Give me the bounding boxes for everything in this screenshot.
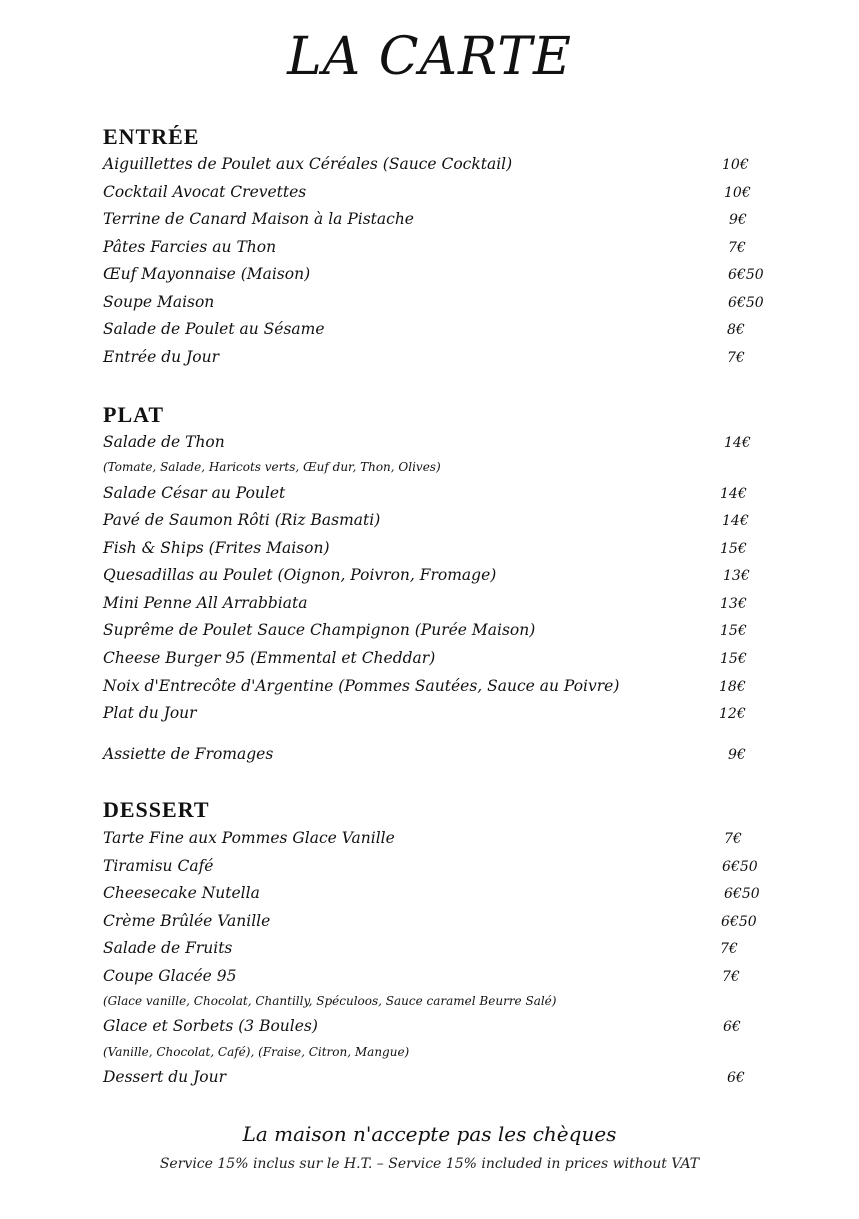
menu-item-price: 6€ [723, 1019, 741, 1035]
menu-item-description: (Vanille, Chocolat, Café), (Fraise, Citron, Mangue) [103, 1045, 410, 1059]
menu-item-price: 6€50 [728, 267, 764, 283]
menu-item-name: Assiette de Fromages [103, 745, 274, 763]
menu-item-price: 8€ [727, 322, 745, 338]
menu-item-price: 13€ [720, 596, 747, 612]
menu-item-price: 15€ [720, 623, 747, 639]
menu-item-price: 9€ [728, 747, 746, 763]
section-heading-dessert: DESSERT [103, 797, 210, 822]
menu-item-name: Plat du Jour [103, 704, 197, 722]
menu-item-name: Soupe Maison [103, 293, 215, 311]
menu-item-price: 7€ [728, 240, 746, 256]
menu-item-name: Noix d'Entrecôte d'Argentine (Pommes Sautées, Sauce au Poivre) [103, 677, 620, 695]
menu-item-name: Cheese Burger 95 (Emmental et Cheddar) [103, 649, 436, 667]
menu-item-name: Tarte Fine aux Pommes Glace Vanille [103, 829, 395, 847]
menu-item-name: Salade de Thon [103, 433, 225, 451]
menu-item-price: 6€ [727, 1070, 745, 1086]
menu-item-name: Glace et Sorbets (3 Boules) [103, 1017, 318, 1035]
menu-item-price: 6€50 [721, 914, 757, 930]
menu-item-description: (Tomate, Salade, Haricots verts, Œuf dur, Thon, Olives) [103, 460, 441, 474]
menu-item-price: 14€ [720, 486, 747, 502]
section-heading-entree: ENTRÉE [103, 124, 200, 149]
menu-item-price: 14€ [724, 435, 751, 451]
section-heading-plat: PLAT [103, 402, 165, 427]
menu-item-price: 7€ [720, 941, 738, 957]
menu-item-name: Salade César au Poulet [103, 484, 286, 502]
menu-item-price: 10€ [724, 185, 751, 201]
menu-item-price: 6€50 [728, 295, 764, 311]
no-cheques-notice: La maison n'accepte pas les chèques [242, 1122, 617, 1146]
menu-item-name: Suprême de Poulet Sauce Champignon (Purée Maison) [103, 621, 536, 639]
menu-item-name: Cocktail Avocat Crevettes [103, 183, 307, 201]
menu-item-price: 12€ [719, 706, 746, 722]
page-title: LA CARTE [287, 27, 572, 87]
menu-item-name: Salade de Poulet au Sésame [103, 320, 325, 338]
menu-item-name: Terrine de Canard Maison à la Pistache [103, 210, 414, 228]
menu-item-name: Salade de Fruits [103, 939, 233, 957]
menu-item-name: Aiguillettes de Poulet aux Céréales (Sauce Cocktail) [103, 155, 513, 173]
menu-item-name: Entrée du Jour [103, 348, 219, 366]
menu-item-price: 6€50 [722, 859, 758, 875]
menu-item-name: Dessert du Jour [103, 1068, 227, 1086]
menu-item-price: 6€50 [724, 886, 760, 902]
menu-item-description: (Glace vanille, Chocolat, Chantilly, Spéculoos, Sauce caramel Beurre Salé) [103, 994, 557, 1008]
menu-item-name: Mini Penne All Arrabbiata [103, 594, 308, 612]
menu-item-name: Quesadillas au Poulet (Oignon, Poivron, Fromage) [103, 566, 497, 584]
menu-item-price: 15€ [720, 541, 747, 557]
menu-item-name: Pâtes Farcies au Thon [103, 238, 277, 256]
menu-item-price: 7€ [724, 831, 742, 847]
menu-item-price: 15€ [720, 651, 747, 667]
menu-item-price: 14€ [722, 513, 749, 529]
service-charge-notice: Service 15% inclus sur le H.T. – Service 15% included in prices without VAT [159, 1156, 700, 1172]
menu-item-price: 9€ [729, 212, 747, 228]
menu-item-price: 7€ [722, 969, 740, 985]
menu-item-name: Coupe Glacée 95 [103, 967, 237, 985]
menu-item-name: Pavé de Saumon Rôti (Riz Basmati) [103, 511, 381, 529]
menu-item-name: Crème Brûlée Vanille [103, 912, 271, 930]
menu-item-price: 13€ [723, 568, 750, 584]
menu-item-name: Fish & Ships (Frites Maison) [103, 539, 330, 557]
menu-item-price: 10€ [722, 157, 749, 173]
menu-item-name: Tiramisu Café [103, 857, 214, 875]
menu-item-price: 18€ [719, 679, 746, 695]
menu-item-name: Cheesecake Nutella [103, 884, 260, 902]
menu-item-price: 7€ [727, 350, 745, 366]
menu-item-name: Œuf Mayonnaise (Maison) [103, 265, 311, 283]
